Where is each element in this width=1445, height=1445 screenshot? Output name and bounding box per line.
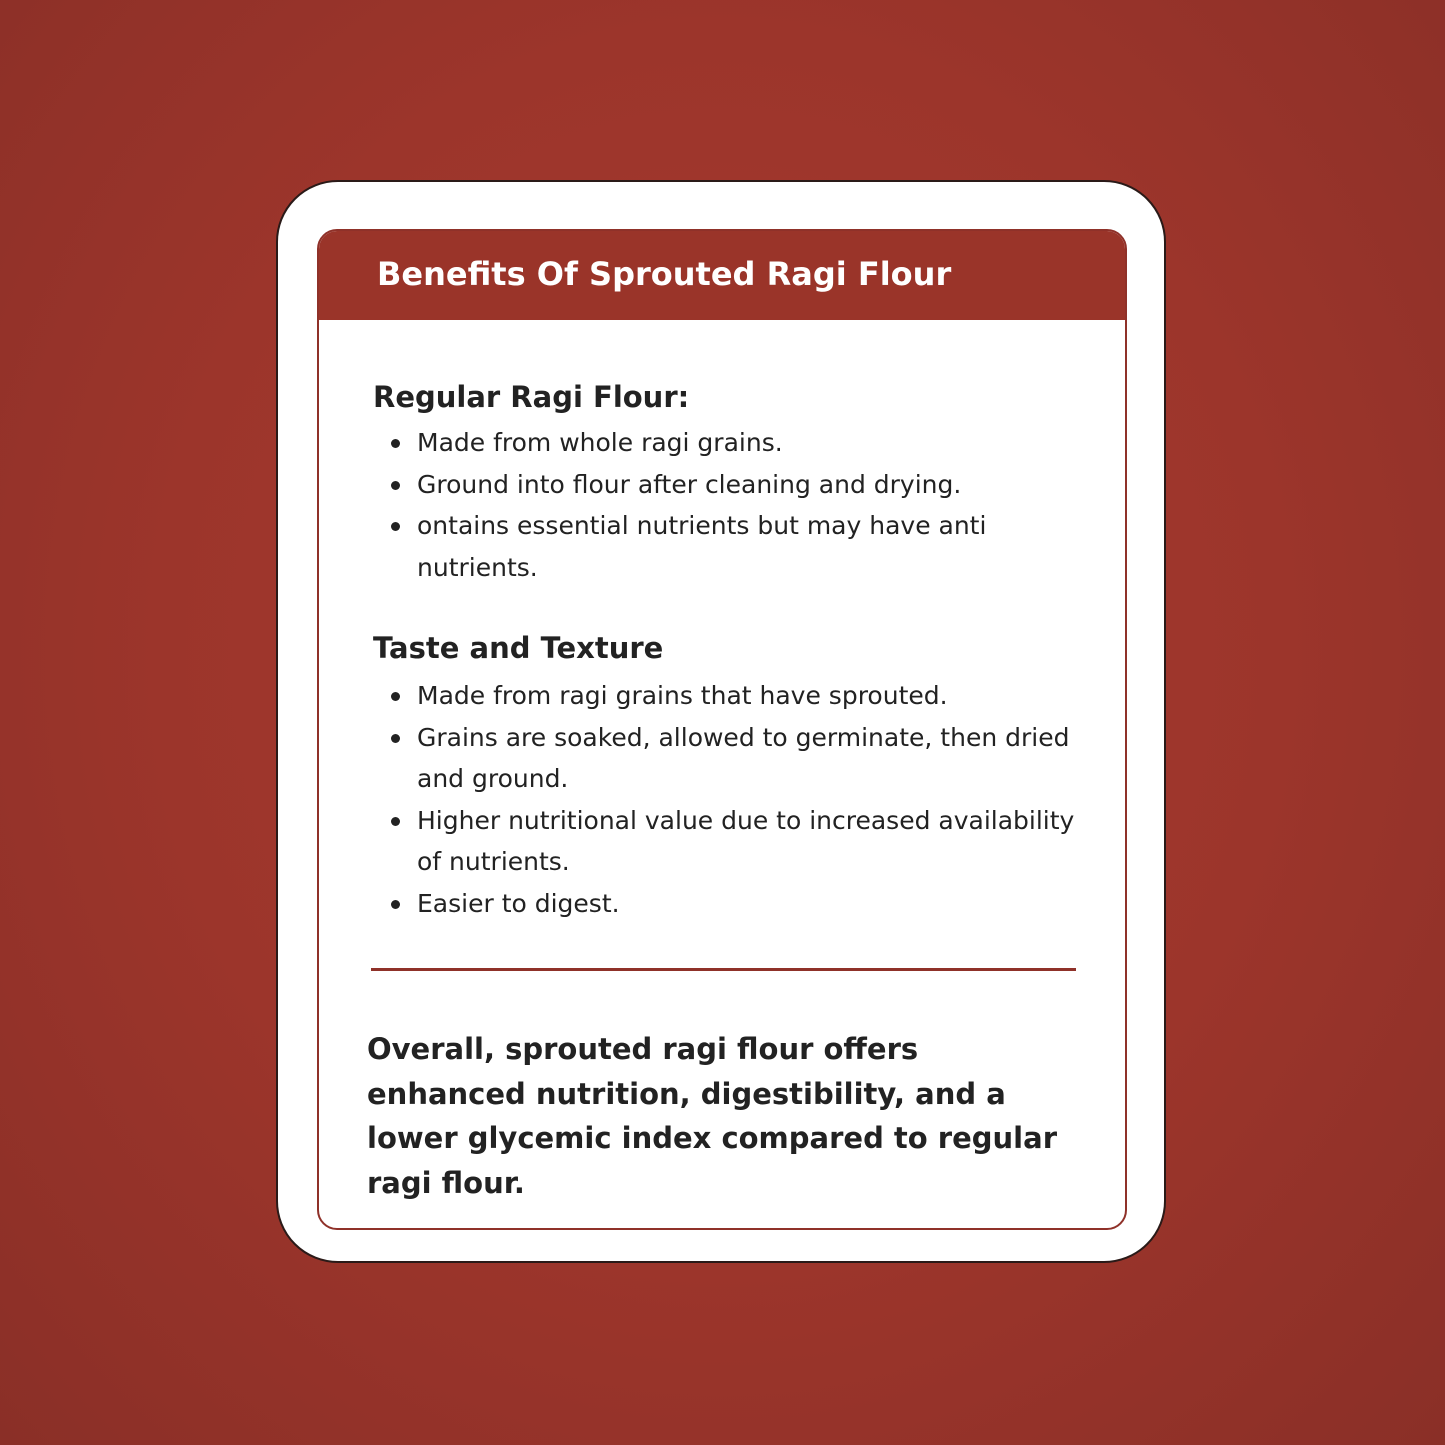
bullet-icon [391,522,400,531]
section-heading-regular: Regular Ragi Flour: [373,380,690,414]
regular-flour-list [373,422,1013,588]
bullet-icon [391,481,400,490]
list-item [373,675,1078,717]
panel-title: Benefits Of Sprouted Ragi Flour [377,255,952,293]
list-item-text: Ground into flour after cleaning and drying. [417,469,962,499]
bullet-icon [391,692,400,701]
bullet-icon [391,734,400,743]
bullet-icon [391,900,400,909]
list-item [373,883,1078,925]
list-item [373,717,1078,800]
sprouted-flour-list [373,675,1078,924]
list-item [373,505,1013,588]
section-heading-taste: Taste and Texture [373,631,664,665]
benefits-panel [317,229,1127,1230]
list-item-text: ontains essential nutrients but may have anti nutrients. [417,511,987,582]
summary-text: Overall, sprouted ragi flour offers enhanced nutrition, digestibility, and a lower glycemic index compared to regular ragi flour. [367,1032,1057,1200]
list-item [373,464,1013,506]
bullet-icon [391,439,400,448]
panel-header [319,231,1125,320]
section-divider [371,968,1076,971]
list-item-text: Higher nutritional value due to increased availability of nutrients. [417,805,1075,876]
list-item-text: Made from whole ragi grains. [417,428,783,457]
list-item [373,422,1013,464]
list-item-text: Grains are soaked, allowed to germinate, then dried and ground. [417,722,1070,793]
list-item-text: Easier to digest. [417,888,620,918]
list-item [373,800,1078,883]
bullet-icon [391,817,400,826]
list-item-text: Made from ragi grains that have sprouted. [417,681,948,710]
